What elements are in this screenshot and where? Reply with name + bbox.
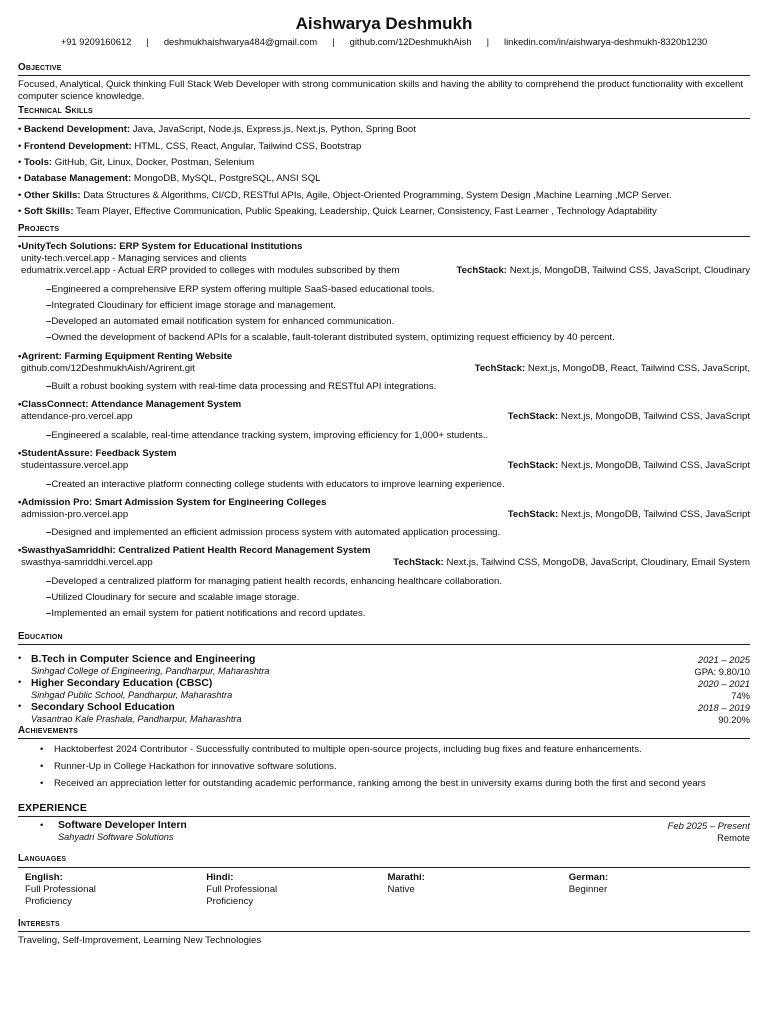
bullet-glyph: • <box>18 652 22 664</box>
bullet-glyph: • <box>18 350 22 362</box>
project-bullet <box>46 298 750 314</box>
project-techstack <box>508 509 750 522</box>
experience-location: Remote <box>717 832 750 844</box>
project-link-line <box>18 253 750 266</box>
skill-label: Tools: <box>24 157 53 168</box>
project-bullet <box>46 379 750 395</box>
dash-glyph: – <box>46 527 52 539</box>
section-title: Objective <box>18 62 750 76</box>
bullet-glyph: • <box>18 189 22 201</box>
skill-label: Database Management: <box>24 173 132 185</box>
language-item <box>569 872 750 908</box>
education-dates: 2020 – 2021 <box>697 677 750 689</box>
bullet-text: Designed and implemented an efficient admission process system with automated application processing. <box>51 527 501 539</box>
candidate-name: Aishwarya Deshmukh <box>295 14 473 33</box>
project-link[interactable]: edumatrix.vercel.app - Actual ERP provided to colleges with modules subscribed by them <box>21 265 400 277</box>
achievement-text: Received an appreciation letter for outstanding academic performance, ranking among the best in university exams during both the first and second years <box>54 777 706 789</box>
experience-dates: Feb 2025 – Present <box>667 820 750 832</box>
project-item <box>18 447 750 493</box>
skill-row <box>18 171 750 187</box>
bullet-glyph: • <box>18 173 22 185</box>
education-dates: 2018 – 2019 <box>697 701 750 713</box>
project-name: Admission Pro: Smart Admission System for Engineering Colleges <box>21 496 327 508</box>
skill-label: Backend Development: <box>24 124 131 136</box>
project-bullet <box>46 314 750 330</box>
techstack-value: Next.js, MongoDB, Tailwind CSS, JavaScript <box>560 460 750 472</box>
education-score: 90.20% <box>718 713 750 725</box>
education-degree: Higher Secondary Education (CBSC) <box>31 677 213 689</box>
project-bullet <box>46 574 750 590</box>
project-techstack <box>508 411 750 424</box>
skill-row <box>18 139 750 155</box>
techstack-label: TechStack: <box>456 265 508 277</box>
project-item <box>18 544 750 622</box>
projects-section <box>18 223 750 623</box>
project-link-line <box>18 557 750 570</box>
github-link[interactable]: github.com/12DeshmukhAish <box>349 36 472 47</box>
achievement-item <box>18 759 750 776</box>
skill-value: Java, JavaScript, Node.js, Express.js, Next.js, Python, Spring Boot <box>132 124 416 136</box>
bullet-glyph: • <box>18 676 22 688</box>
project-link-line <box>18 509 750 522</box>
education-text <box>31 677 232 701</box>
resume-header <box>18 14 750 48</box>
bullet-text: Engineered a scalable, real-time attendance tracking system, improving efficiency for 1,000+ students.. <box>51 429 489 441</box>
bullet-glyph: • <box>40 760 44 772</box>
skill-label: Frontend Development: <box>24 140 132 152</box>
language-item <box>25 872 206 908</box>
dash-glyph: – <box>46 478 52 490</box>
education-score: 74% <box>731 689 750 701</box>
bullet-glyph: • <box>18 140 22 152</box>
project-bullets <box>18 282 750 347</box>
project-link-line <box>18 460 750 473</box>
bullet-glyph: • <box>40 744 44 756</box>
resume-page <box>18 14 750 947</box>
skills-section <box>18 105 750 221</box>
education-institution: Sinhgad Public School, Pandharpur, Maharashtra <box>31 689 233 700</box>
education-item <box>18 701 750 725</box>
achievements-list <box>18 742 750 792</box>
project-link[interactable]: admission-pro.vercel.app <box>21 508 129 520</box>
techstack-label: TechStack: <box>474 362 526 374</box>
techstack-label: TechStack: <box>507 411 559 423</box>
bullet-glyph: • <box>18 448 22 460</box>
project-bullet <box>46 606 750 622</box>
experience-role: Software Developer Intern <box>58 820 187 832</box>
project-techstack <box>457 265 750 278</box>
bullet-glyph: • <box>18 399 22 411</box>
achievements-section <box>18 725 750 793</box>
dash-glyph: – <box>46 575 52 587</box>
project-link-line <box>18 411 750 424</box>
project-link[interactable]: studentassure.vercel.app <box>21 460 129 472</box>
achievement-item <box>18 776 750 793</box>
project-bullets <box>18 525 750 541</box>
techstack-label: TechStack: <box>507 460 559 472</box>
objective-text: Focused, Analytical, Quick thinking Full Stack Web Developer with strong communication skills and having the ability to comprehend the product functionality with excellent computer science knowledge. <box>18 78 744 102</box>
section-title: Technical Skills <box>18 105 750 119</box>
skill-value: MongoDB, MySQL, PostgreSQL, ANSI SQL <box>133 173 321 185</box>
email-link[interactable]: deshmukhaishwarya484@gmail.com <box>163 36 318 47</box>
skill-value: GitHub, Git, Linux, Docker, Postman, Selenium <box>54 157 255 168</box>
section-title: Education <box>18 631 750 645</box>
education-item <box>18 653 750 677</box>
education-list <box>18 653 750 725</box>
experience-item <box>18 820 750 843</box>
bullet-glyph: • <box>40 777 44 789</box>
language-level: Beginner <box>568 883 608 895</box>
project-bullets <box>18 574 750 623</box>
section-title: Languages <box>18 853 750 867</box>
education-right <box>694 653 750 677</box>
phone-number: +91 9209160612 <box>60 36 132 47</box>
experience-section <box>18 802 750 843</box>
project-bullet <box>46 477 750 493</box>
interests-section <box>18 918 750 947</box>
education-text <box>31 701 242 725</box>
achievement-text: Runner-Up in College Hackathon for innovative software solutions. <box>54 760 337 772</box>
project-bullet <box>46 590 750 606</box>
education-score: GPA: 9.80/10 <box>694 665 750 677</box>
project-item <box>18 398 750 444</box>
language-name: Marathi: <box>387 871 425 883</box>
project-bullets <box>18 477 750 493</box>
experience-text <box>58 820 187 843</box>
dash-glyph: – <box>46 316 52 328</box>
education-dates: 2021 – 2025 <box>697 653 750 665</box>
project-techstack <box>475 363 750 376</box>
language-name: German: <box>568 871 609 883</box>
skill-row <box>18 188 750 204</box>
education-text <box>31 653 270 677</box>
contact-bar <box>18 36 750 48</box>
linkedin-link[interactable]: linkedin.com/in/aishwarya-deshmukh-8320b1230 <box>504 36 708 47</box>
bullet-glyph: • <box>18 157 22 168</box>
techstack-value: Next.js, MongoDB, Tailwind CSS, JavaScript, Cloudinary <box>509 265 750 277</box>
bullet-text: Created an interactive platform connecting college students with educators to improve learning experience. <box>51 478 505 490</box>
bullet-text: Engineered a comprehensive ERP system offering multiple SaaS-based educational tools. <box>51 283 435 295</box>
section-title: EXPERIENCE <box>18 802 750 817</box>
education-degree: B.Tech in Computer Science and Engineering <box>31 653 256 665</box>
experience-list <box>18 820 750 843</box>
bullet-glyph: • <box>18 545 22 557</box>
bullet-glyph: • <box>18 206 22 218</box>
bullet-glyph: • <box>18 124 22 136</box>
project-bullet <box>46 525 750 541</box>
bullet-text: Implemented an email system for patient notifications and record updates. <box>51 608 366 620</box>
project-title <box>18 240 750 253</box>
skill-row <box>18 122 750 138</box>
interests-text: Traveling, Self-Improvement, Learning New Technologies <box>18 934 262 946</box>
languages-list <box>18 872 750 908</box>
achievement-text: Hacktoberfest 2024 Contributor - Successfully contributed to multiple open-source projects, including bug fixes and feature enhancements. <box>54 744 642 756</box>
project-item <box>18 350 750 396</box>
project-name: SwasthyaSamriddhi: Centralized Patient Health Record Management System <box>21 545 371 557</box>
skill-row <box>18 155 750 171</box>
experience-company: Sahyadri Software Solutions <box>58 832 174 843</box>
techstack-value: Next.js, MongoDB, Tailwind CSS, JavaScript <box>560 508 750 520</box>
experience-left <box>18 820 187 843</box>
education-right <box>698 677 750 701</box>
language-item <box>388 872 569 908</box>
project-item <box>18 240 750 347</box>
language-name: Hindi: <box>206 871 234 883</box>
skill-label: Soft Skills: <box>24 206 74 218</box>
dash-glyph: – <box>46 381 52 393</box>
education-left <box>18 701 242 725</box>
project-title <box>18 398 750 411</box>
project-name: UnityTech Solutions: ERP System for Educational Institutions <box>21 240 303 252</box>
project-bullets <box>18 379 750 395</box>
contact-separator: | <box>146 36 149 47</box>
project-bullet <box>46 330 750 346</box>
project-techstack <box>508 460 750 473</box>
bullet-glyph: • <box>40 820 44 832</box>
project-title <box>18 496 750 509</box>
bullet-glyph: • <box>18 240 22 252</box>
language-level: Full Professional Proficiency <box>206 883 278 907</box>
project-link-line <box>18 363 750 376</box>
bullet-glyph: • <box>18 700 22 712</box>
techstack-value: Next.js, MongoDB, React, Tailwind CSS, JavaScript, <box>527 362 750 374</box>
education-left <box>18 653 270 677</box>
project-name: StudentAssure: Feedback System <box>21 448 177 460</box>
dash-glyph: – <box>46 592 52 604</box>
skill-row <box>18 204 750 220</box>
section-title: Achievements <box>18 725 750 739</box>
achievement-item <box>18 742 750 759</box>
dash-glyph: – <box>46 283 52 295</box>
dash-glyph: – <box>46 300 52 312</box>
project-link[interactable]: unity-tech.vercel.app - Managing services and clients <box>21 252 247 264</box>
education-institution: Vasantrao Kale Prashala, Pandharpur, Maharashtra <box>31 713 242 724</box>
techstack-value: Next.js, MongoDB, Tailwind CSS, JavaScript <box>560 411 750 423</box>
project-link[interactable]: github.com/12DeshmukhAish/Agrirent.git <box>21 362 195 374</box>
techstack-value: Next.js, Tailwind CSS, MongoDB, JavaScript, Cloudinary, Email System <box>446 557 750 569</box>
project-title <box>18 544 750 557</box>
bullet-text: Owned the development of backend APIs for a scalable, fault-tolerant distributed system, optimizing request efficiency by 40 percent. <box>51 332 615 344</box>
skill-value: Team Player, Effective Communication, Public Speaking, Leadership, Quick Learner, Consistency, Fast Learner , Technology Adaptability <box>76 206 657 218</box>
techstack-label: TechStack: <box>393 557 444 569</box>
project-bullet <box>46 282 750 298</box>
education-institution: Sinhgad College of Engineering, Pandharpur, Maharashtra <box>31 665 270 676</box>
dash-glyph: – <box>46 608 52 620</box>
contact-separator: | <box>486 36 489 47</box>
bullet-text: Built a robust booking system with real-time data processing and RESTful API integrations. <box>51 381 437 393</box>
experience-right <box>668 820 750 843</box>
bullet-text: Developed an automated email notification system for enhanced communication. <box>51 316 395 328</box>
bullet-glyph: • <box>18 496 22 508</box>
project-name: Agrirent: Farming Equipment Renting Website <box>21 350 233 362</box>
projects-list <box>18 240 750 623</box>
project-item <box>18 496 750 542</box>
project-techstack <box>393 557 750 570</box>
section-title: Projects <box>18 223 750 237</box>
education-right <box>698 701 750 725</box>
education-degree: Secondary School Education <box>31 701 175 713</box>
project-link[interactable]: attendance-pro.vercel.app <box>21 411 133 423</box>
education-item <box>18 677 750 701</box>
project-link[interactable]: swasthya-samriddhi.vercel.app <box>21 557 153 569</box>
techstack-label: TechStack: <box>507 508 559 520</box>
language-item <box>206 872 387 908</box>
project-title <box>18 447 750 460</box>
bullet-text: Utilized Cloudinary for secure and scalable image storage. <box>51 592 300 604</box>
project-bullet <box>46 428 750 444</box>
education-left <box>18 677 232 701</box>
project-name: ClassConnect: Attendance Management System <box>21 399 242 411</box>
dash-glyph: – <box>46 332 52 344</box>
project-link-line <box>18 265 750 278</box>
bullet-text: Developed a centralized platform for managing patient health records, enhancing healthcare collaboration. <box>51 575 502 587</box>
languages-section <box>18 853 750 907</box>
contact-separator: | <box>332 36 335 47</box>
bullet-text: Integrated Cloudinary for efficient image storage and management. <box>51 300 336 312</box>
skills-list <box>18 122 750 220</box>
objective-section <box>18 62 750 103</box>
project-bullets <box>18 428 750 444</box>
language-level: Native <box>387 883 415 895</box>
project-title <box>18 350 750 363</box>
language-level: Full Professional Proficiency <box>25 883 96 907</box>
section-title: Interests <box>18 918 750 932</box>
skill-value: Data Structures & Algorithms, CI/CD, RESTful APIs, Agile, Object-Oriented Programming, System Design ,Machine Learning ,MCP Server. <box>83 189 672 201</box>
skill-value: HTML, CSS, React, Angular, Tailwind CSS, Bootstrap <box>134 140 362 152</box>
education-section <box>18 631 750 725</box>
skill-label: Other Skills: <box>24 189 81 201</box>
dash-glyph: – <box>46 429 52 441</box>
language-name: English: <box>25 871 63 883</box>
